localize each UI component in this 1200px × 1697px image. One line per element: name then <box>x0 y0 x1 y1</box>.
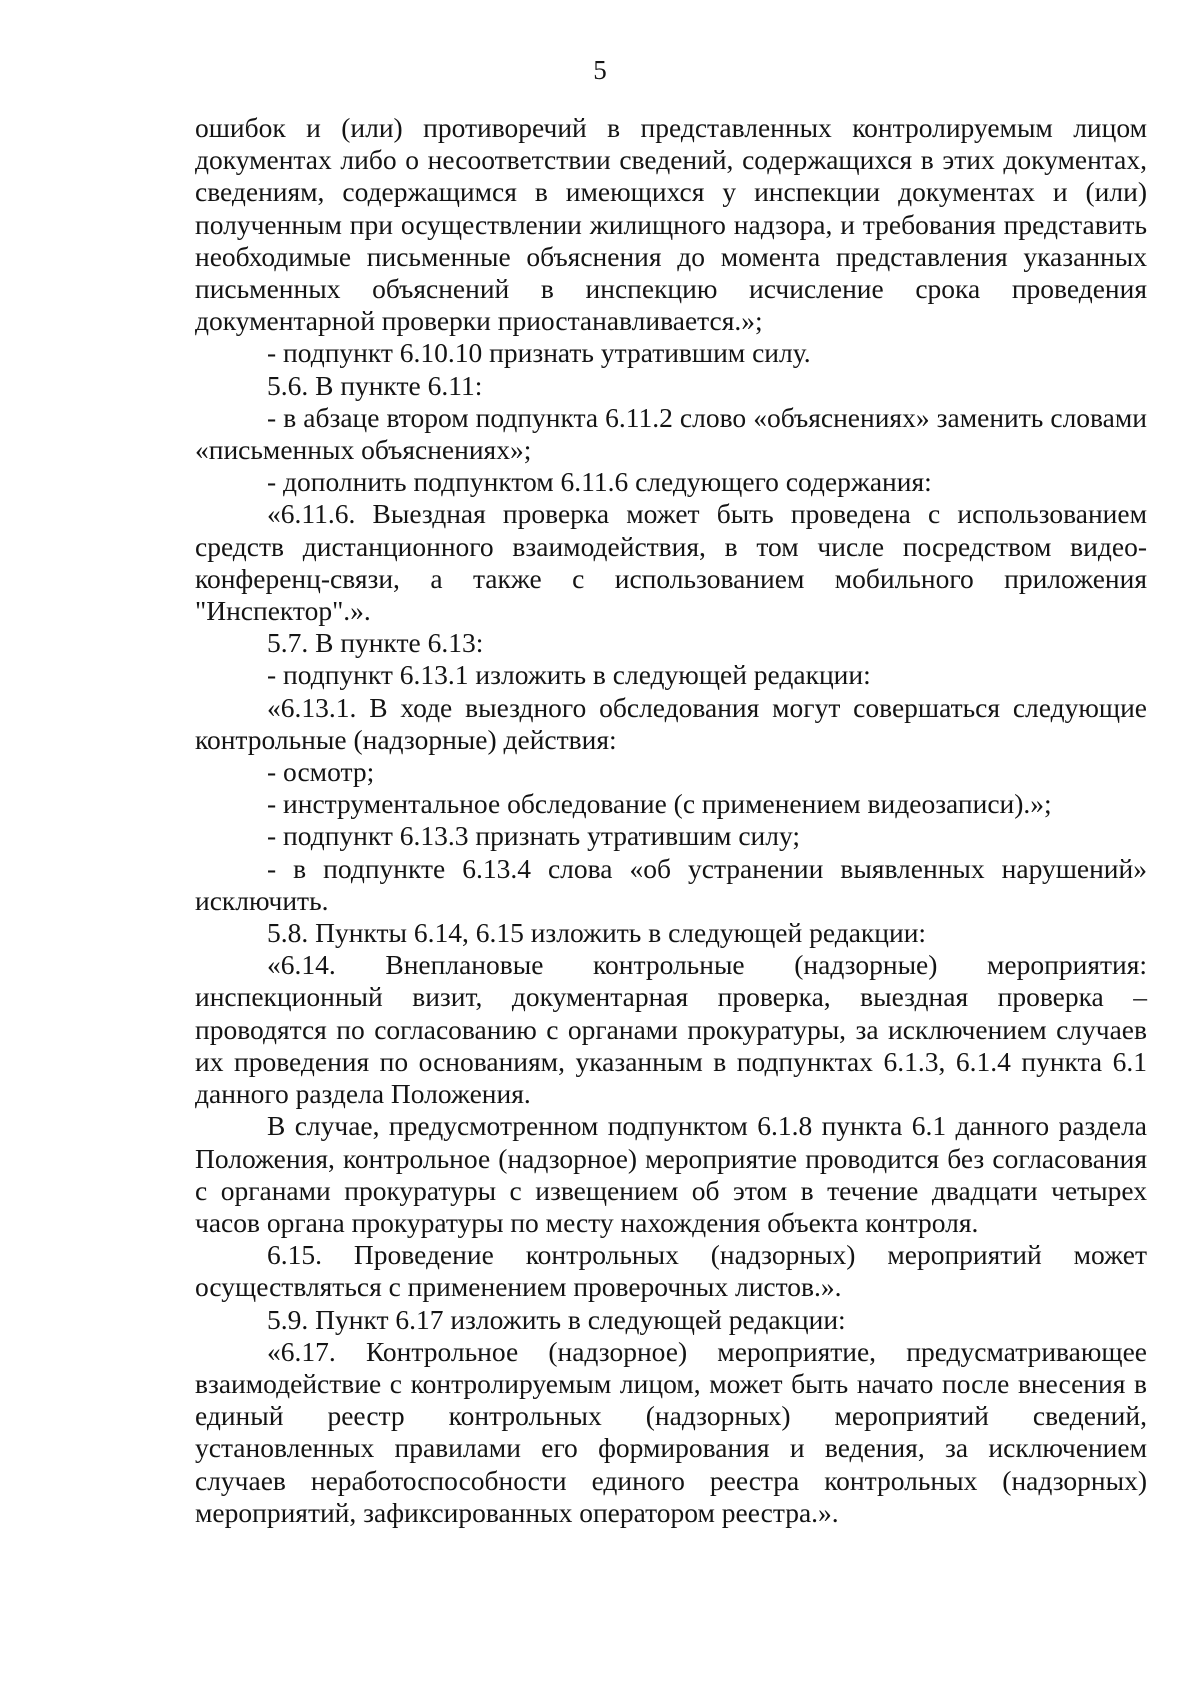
paragraph-6-14-text: «6.14. Внеплановые контрольные (надзорные) мероприятия: инспекционный визит, документарная проверка, выездная проверка – проводятся по согласованию с органами прокуратуры, за исключением случаев их проведения по основаниям, указанным в подпунктах 6.1.3, 6.1.4 пункта 6.1 данного раздела Положения. <box>195 949 1147 1110</box>
paragraph-6-14-exception: В случае, предусмотренном подпунктом 6.1.8 пункта 6.1 данного раздела Положения, контрольное (надзорное) мероприятие проводится без согласования с органами прокуратуры с извещением об этом в течение двадцати четырех часов органа прокуратуры по месту нахождения объекта контроля. <box>195 1110 1147 1238</box>
list-item-instrumental-survey: - инструментальное обследование (с применением видеозаписи).»; <box>267 788 1052 820</box>
paragraph-continuation: ошибок и (или) противоречий в представленных контролируемым лицом документах либо о несоответствии сведений, содержащихся в этих документах, сведениям, содержащимся в имеющихся у инспекции документах и (или) полученным при осуществлении жилищного надзора, и требования представить необходимые письменные объяснения до момента представления указанных письменных объяснений в инспекцию исчисление срока проведения документарной проверки приостанавливается.»; <box>195 112 1147 337</box>
paragraph-5-8-heading: 5.8. Пункты 6.14, 6.15 изложить в следующей редакции: <box>267 917 927 949</box>
paragraph-5-6-heading: 5.6. В пункте 6.11: <box>267 369 483 401</box>
paragraph-6-11-6-text: «6.11.6. Выездная проверка может быть проведена с использованием средств дистанционного взаимодействия, в том числе посредством видео-конференц-связи, а также с использованием мобильного приложения "Инспектор".». <box>195 498 1147 627</box>
paragraph-6-15-text: 6.15. Проведение контрольных (надзорных) мероприятий может осуществляться с применением проверочных листов.». <box>195 1239 1147 1303</box>
paragraph-6-11-2-amendment: - в абзаце втором подпункта 6.11.2 слово «объяснениях» заменить словами «письменных объяснениях»; <box>195 401 1147 466</box>
page-number: 5 <box>593 55 607 85</box>
paragraph-6-13-3-repeal: - подпункт 6.13.3 признать утратившим силу; <box>267 820 801 852</box>
paragraph-5-9-heading: 5.9. Пункт 6.17 изложить в следующей редакции: <box>267 1303 846 1335</box>
paragraph-6-13-1-amendment: - подпункт 6.13.1 изложить в следующей редакции: <box>267 659 871 691</box>
paragraph-6-13-4-amendment: - в подпункте 6.13.4 слова «об устранении выявленных нарушений» исключить. <box>195 852 1147 916</box>
document-body <box>195 112 1147 1529</box>
paragraph-6-10-10-repeal: - подпункт 6.10.10 признать утратившим силу. <box>267 337 811 369</box>
paragraph-6-17-text: «6.17. Контрольное (надзорное) мероприятие, предусматривающее взаимодействие с контролируемым лицом, может быть начато после внесения в единый реестр контрольных (надзорных) мероприятий сведений, установленных правилами его формирования и ведения, за исключением случаев неработоспособности единого реестра контрольных (надзорных) мероприятий, зафиксированных оператором реестра.». <box>195 1335 1147 1528</box>
list-item-inspection: - осмотр; <box>267 756 375 788</box>
paragraph-5-7-heading: 5.7. В пункте 6.13: <box>267 627 484 659</box>
paragraph-6-13-1-text: «6.13.1. В ходе выездного обследования могут совершаться следующие контрольные (надзорные) действия: <box>195 691 1147 755</box>
paragraph-6-11-6-addition: - дополнить подпунктом 6.11.6 следующего содержания: <box>267 466 932 498</box>
